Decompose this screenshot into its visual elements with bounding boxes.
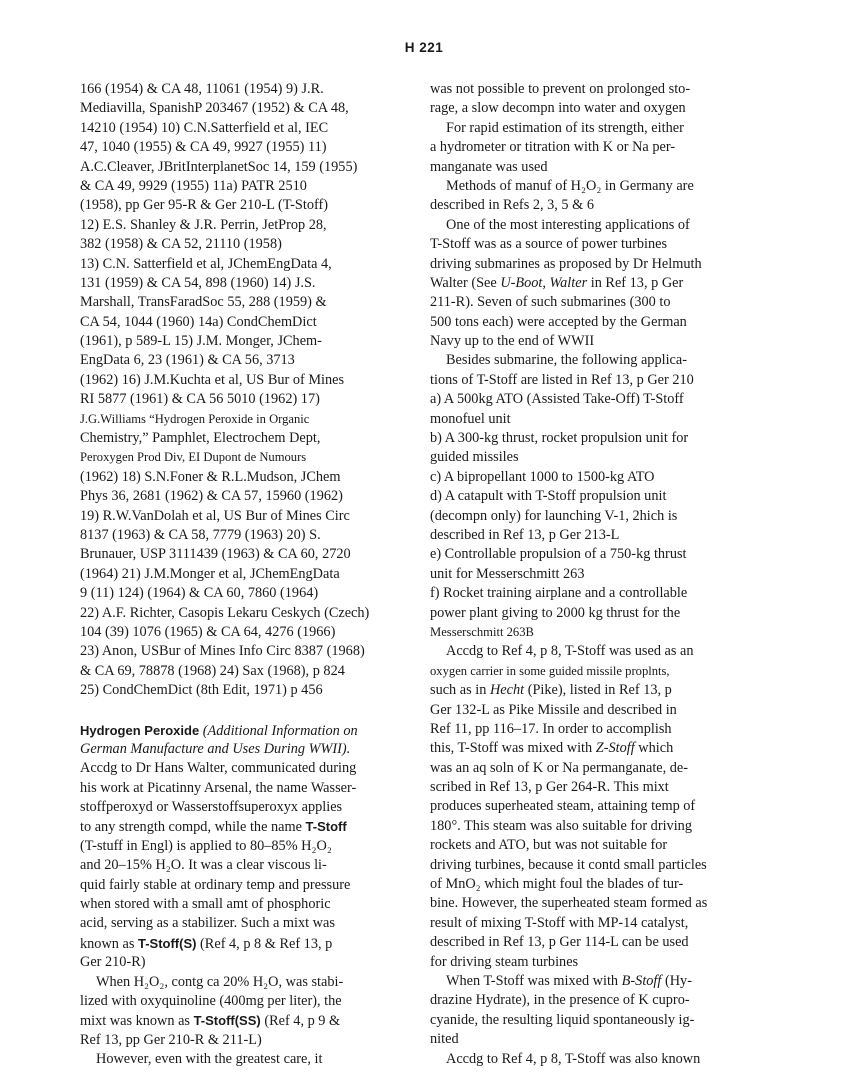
body-line: scribed in Ref 13, p Ger 264-R. This mixt xyxy=(430,779,669,796)
body-line: this, T-Stoff was mixed with Z-Stoff which xyxy=(430,740,674,757)
ref-line: 131 (1959) & CA 54, 898 (1960) 14) J.S. xyxy=(80,274,316,291)
ref-line: RI 5877 (1961) & CA 56 5010 (1962) 17) xyxy=(80,391,320,408)
ref-line: 104 (39) 1076 (1965) & CA 64, 4276 (1966) xyxy=(80,623,336,640)
body-line: However, even with the greatest care, it xyxy=(96,1051,323,1068)
body-line: Messerschmitt 263B xyxy=(430,624,534,639)
body-line: c) A bipropellant 1000 to 1500-kg ATO xyxy=(430,468,655,485)
ref-line: (1962) 16) J.M.Kuchta et al, US Bur of Mines xyxy=(80,371,345,388)
right-column xyxy=(430,80,764,1069)
body-line: oxygen carrier in some guided missile proplnts, xyxy=(430,663,670,678)
ref-line: 14210 (1954) 10) C.N.Satterfield et al, IEC xyxy=(80,119,329,136)
body-line: nited xyxy=(430,1031,459,1048)
body-line: (decompn only) for launching V-1, 2hich is xyxy=(430,507,678,524)
ref-line: Mediavilla, SpanishP 203467 (1952) & CA 48, xyxy=(80,100,349,117)
body-line: of MnO₂ which might foul the blades of tur- xyxy=(430,876,684,893)
body-line: and 20–15% H₂O. It was a clear viscous li- xyxy=(80,857,327,874)
ref-line: 13) C.N. Satterfield et al, JChemEngData 4, xyxy=(80,255,332,272)
body-line: cyanide, the resulting liquid spontaneously ig- xyxy=(430,1011,695,1028)
ref-line: Chemistry,” Pamphlet, Electrochem Dept, xyxy=(80,430,321,447)
body-line: e) Controllable propulsion of a 750-kg thrust xyxy=(430,546,687,563)
body-line: bine. However, the superheated steam formed as xyxy=(430,895,708,912)
ref-line: (1961), p 589-L 15) J.M. Monger, JChem- xyxy=(80,333,322,350)
ref-line: & CA 49, 9929 (1955) 11a) PATR 2510 xyxy=(80,177,307,194)
body-line: guided missiles xyxy=(430,449,519,466)
body-line: Ref 11, pp 116–17. In order to accomplish xyxy=(430,720,672,737)
body-line: (T-stuff in Engl) is applied to 80–85% H₂O₂ xyxy=(80,837,332,854)
ref-line: CA 54, 1044 (1960) 14a) CondChemDict xyxy=(80,313,317,330)
ref-line: Phys 36, 2681 (1962) & CA 57, 15960 (1962) xyxy=(80,488,343,505)
body-line: b) A 300-kg thrust, rocket propulsion unit for xyxy=(430,430,689,447)
body-line: known as T-Stoff(S) (Ref 4, p 8 & Ref 13, p xyxy=(80,935,333,952)
body-line: For rapid estimation of its strength, either xyxy=(446,119,684,136)
body-line: rage, a slow decompn into water and oxygen xyxy=(430,100,686,117)
body-line: a hydrometer or titration with K or Na per- xyxy=(430,139,676,156)
body-line: tions of T-Stoff are listed in Ref 13, p Ger 210 xyxy=(430,371,694,388)
ref-line: 47, 1040 (1955) & CA 49, 9927 (1955) 11) xyxy=(80,139,327,156)
body-line: d) A catapult with T-Stoff propulsion unit xyxy=(430,488,667,505)
body-line: a) A 500kg ATO (Assisted Take-Off) T-Stoff xyxy=(430,391,684,408)
body-line: power plant giving to 2000 kg thrust for the xyxy=(430,604,681,621)
body-line: mixt was known as T-Stoff(SS) (Ref 4, p 9 & xyxy=(80,1013,341,1030)
body-line: f) Rocket training airplane and a controllable xyxy=(430,585,688,602)
body-line: was an aq soln of K or Na permanganate, de- xyxy=(430,759,689,776)
body-line: One of the most interesting applications of xyxy=(446,216,690,233)
ref-line: EngData 6, 23 (1961) & CA 56, 3713 xyxy=(80,352,295,369)
body-line: 180°. This steam was also suitable for driving xyxy=(430,817,692,834)
section-heading xyxy=(80,721,402,740)
body-line: Ger 210-R) xyxy=(80,954,146,971)
body-line: T-Stoff was as a source of power turbines xyxy=(430,236,668,253)
body-line: to any strength compd, while the name T-Stoff xyxy=(80,819,347,836)
body-line: unit for Messerschmitt 263 xyxy=(430,565,585,582)
body-line: was not possible to prevent on prolonged sto- xyxy=(430,81,691,97)
body-line: such as in Hecht (Pike), listed in Ref 13, p xyxy=(430,682,672,699)
ref-line: 382 (1958) & CA 52, 21110 (1958) xyxy=(80,236,282,253)
ref-line: 22) A.F. Richter, Casopis Lekaru Ceskych (Czech) xyxy=(80,604,370,621)
body-line: Navy up to the end of WWII xyxy=(430,333,595,350)
body-line: Methods of manuf of H₂O₂ in Germany are xyxy=(446,177,694,194)
ref-line: 12) E.S. Shanley & J.R. Perrin, JetProp 28, xyxy=(80,216,327,233)
body-line: Walter (See U-Boot, Walter in Ref 13, p Ger xyxy=(430,274,684,291)
body-line: acid, serving as a stabilizer. Such a mixt was xyxy=(80,915,335,932)
body-line: 211-R). Seven of such submarines (300 to xyxy=(430,294,671,311)
section-subtitle: (Additional Information on xyxy=(202,722,358,739)
body-line: driving turbines, because it contd small particles xyxy=(430,856,707,873)
body-line: drazine Hydrate), in the presence of K cupro- xyxy=(430,992,690,1009)
ref-line: 23) Anon, USBur of Mines Info Circ 8387 (1968) xyxy=(80,643,365,660)
body-line: described in Ref 13, p Ger 213-L xyxy=(430,526,620,543)
ref-line: Brunauer, USP 3111439 (1963) & CA 60, 2720 xyxy=(80,546,351,563)
body-line: described in Ref 13, p Ger 114-L can be used xyxy=(430,934,689,951)
ref-line: 8137 (1963) & CA 58, 7779 (1963) 20) S. xyxy=(80,526,321,543)
body-line: When T-Stoff was mixed with B-Stoff (Hy- xyxy=(446,972,692,989)
body-line: monofuel unit xyxy=(430,410,511,427)
body-line: stoffperoxyd or Wasserstoffsuperoxyx applies xyxy=(80,799,343,816)
body-line: described in Refs 2, 3, 5 & 6 xyxy=(430,197,594,214)
ref-line: J.G.Williams “Hydrogen Peroxide in Organic xyxy=(80,411,310,426)
ref-line: 19) R.W.VanDolah et al, US Bur of Mines Circ xyxy=(80,507,350,524)
ref-line: 166 (1954) & CA 48, 11061 (1954) 9) J.R. xyxy=(80,81,324,97)
ref-line: Marshall, TransFaradSoc 55, 288 (1959) & xyxy=(80,294,327,311)
body-line: result of mixing T-Stoff with MP-14 catalyst, xyxy=(430,914,689,931)
body-line: 500 tons each) were accepted by the German xyxy=(430,313,687,330)
body-line: Ref 13, pp Ger 210-R & 211-L) xyxy=(80,1031,262,1048)
section-subtitle: German Manufacture and Uses During WWII). xyxy=(80,740,351,757)
ref-line: & CA 69, 78878 (1968) 24) Sax (1968), p 824 xyxy=(80,662,345,679)
body-line: lized with oxyquinoline (400mg per liter), the xyxy=(80,992,342,1009)
body-line: manganate was used xyxy=(430,158,548,175)
body-line: Accdg to Ref 4, p 8, T-Stoff was also known xyxy=(446,1050,701,1067)
body-line: When H₂O₂, contg ca 20% H₂O, was stabi- xyxy=(96,973,344,990)
ref-line: Peroxygen Prod Div, EI Dupont de Numours xyxy=(80,450,307,465)
ref-line: (1962) 18) S.N.Foner & R.L.Mudson, JChem xyxy=(80,468,341,485)
body-line: for driving steam turbines xyxy=(430,953,579,970)
body-line: his work at Picatinny Arsenal, the name Wasser- xyxy=(80,779,357,796)
body-line: Accdg to Dr Hans Walter, communicated during xyxy=(80,760,357,777)
ref-line: 25) CondChemDict (8th Edit, 1971) p 456 xyxy=(80,682,323,699)
body-line: Ger 132-L as Pike Missile and described in xyxy=(430,701,677,718)
page-header: H 221 xyxy=(404,40,444,55)
body-line: Accdg to Ref 4, p 8, T-Stoff was used as an xyxy=(446,643,694,660)
body-line: quid fairly stable at ordinary temp and pressure xyxy=(80,876,351,893)
body-line: driving submarines as proposed by Dr Helmuth xyxy=(430,255,702,272)
ref-line: 9 (11) 124) (1964) & CA 60, 7860 (1964) xyxy=(80,585,319,602)
section-title: Hydrogen Peroxide xyxy=(80,722,200,738)
left-column xyxy=(80,80,402,1070)
body-line: rockets and ATO, but was not suitable for xyxy=(430,837,668,854)
body-line: when stored with a small amt of phosphoric xyxy=(80,896,331,913)
ref-line: (1958), pp Ger 95-R & Ger 210-L (T-Stoff) xyxy=(80,197,329,214)
body-line: produces superheated steam, attaining temp of xyxy=(430,798,696,815)
body-line: Besides submarine, the following applica- xyxy=(446,352,688,369)
ref-line: (1964) 21) J.M.Monger et al, JChemEngData xyxy=(80,565,340,582)
ref-line: A.C.Cleaver, JBritInterplanetSoc 14, 159 (1955) xyxy=(80,158,358,175)
